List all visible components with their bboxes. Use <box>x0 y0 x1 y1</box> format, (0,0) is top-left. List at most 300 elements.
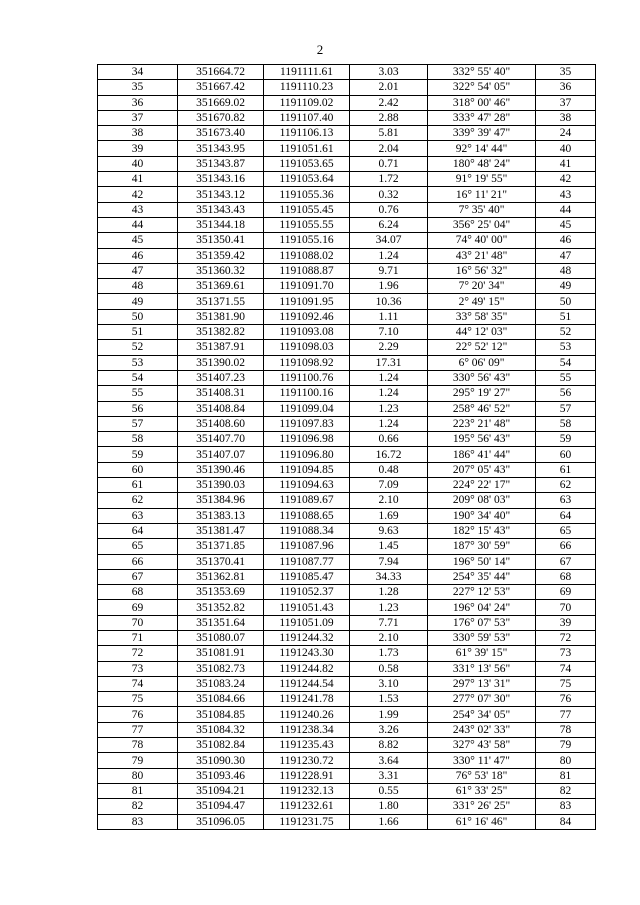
table-row <box>98 110 596 125</box>
distance-cell: 1.24 <box>350 416 428 431</box>
table-row <box>98 263 596 278</box>
page-number: 2 <box>316 42 324 57</box>
table-row <box>98 768 596 783</box>
distance-cell: 34.07 <box>350 233 428 248</box>
point-number-cell: 81 <box>98 783 178 798</box>
distance-cell: 7.94 <box>350 554 428 569</box>
bearing-cell: 16° 56' 32" <box>428 263 536 278</box>
bearing-cell: 2° 49' 15" <box>428 294 536 309</box>
table-row <box>98 65 596 80</box>
y-coordinate-cell: 1191111.61 <box>264 65 350 80</box>
table-row <box>98 202 596 217</box>
table-row <box>98 187 596 202</box>
bearing-cell: 61° 39' 15" <box>428 646 536 661</box>
distance-cell: 2.10 <box>350 630 428 645</box>
next-point-cell: 75 <box>536 676 596 691</box>
distance-cell: 1.23 <box>350 600 428 615</box>
y-coordinate-cell: 1191088.34 <box>264 523 350 538</box>
x-coordinate-cell: 351407.23 <box>178 370 264 385</box>
distance-cell: 1.72 <box>350 172 428 187</box>
y-coordinate-cell: 1191093.08 <box>264 325 350 340</box>
table-row <box>98 217 596 232</box>
next-point-cell: 83 <box>536 799 596 814</box>
y-coordinate-cell: 1191100.16 <box>264 386 350 401</box>
point-number-cell: 73 <box>98 661 178 676</box>
point-number-cell: 58 <box>98 432 178 447</box>
y-coordinate-cell: 1191051.09 <box>264 615 350 630</box>
table-row <box>98 478 596 493</box>
bearing-cell: 243° 02' 33" <box>428 722 536 737</box>
next-point-cell: 74 <box>536 661 596 676</box>
distance-cell: 0.76 <box>350 202 428 217</box>
distance-cell: 1.45 <box>350 539 428 554</box>
distance-cell: 0.32 <box>350 187 428 202</box>
next-point-cell: 56 <box>536 386 596 401</box>
x-coordinate-cell: 351390.03 <box>178 478 264 493</box>
distance-cell: 3.10 <box>350 676 428 691</box>
y-coordinate-cell: 1191097.83 <box>264 416 350 431</box>
y-coordinate-cell: 1191055.55 <box>264 217 350 232</box>
x-coordinate-cell: 351351.64 <box>178 615 264 630</box>
table-row <box>98 707 596 722</box>
y-coordinate-cell: 1191098.03 <box>264 340 350 355</box>
distance-cell: 1.23 <box>350 401 428 416</box>
x-coordinate-cell: 351664.72 <box>178 65 264 80</box>
point-number-cell: 39 <box>98 141 178 156</box>
distance-cell: 6.24 <box>350 217 428 232</box>
bearing-cell: 330° 59' 53" <box>428 630 536 645</box>
y-coordinate-cell: 1191230.72 <box>264 753 350 768</box>
y-coordinate-cell: 1191100.76 <box>264 370 350 385</box>
distance-cell: 0.66 <box>350 432 428 447</box>
distance-cell: 10.36 <box>350 294 428 309</box>
next-point-cell: 52 <box>536 325 596 340</box>
y-coordinate-cell: 1191110.23 <box>264 80 350 95</box>
bearing-cell: 91° 19' 55" <box>428 172 536 187</box>
bearing-cell: 61° 16' 46" <box>428 814 536 829</box>
distance-cell: 9.71 <box>350 263 428 278</box>
x-coordinate-cell: 351352.82 <box>178 600 264 615</box>
point-number-cell: 50 <box>98 309 178 324</box>
table-row <box>98 493 596 508</box>
next-point-cell: 36 <box>536 80 596 95</box>
next-point-cell: 48 <box>536 263 596 278</box>
y-coordinate-cell: 1191092.46 <box>264 309 350 324</box>
y-coordinate-cell: 1191051.61 <box>264 141 350 156</box>
bearing-cell: 176° 07' 53" <box>428 615 536 630</box>
table-row <box>98 95 596 110</box>
bearing-cell: 322° 54' 05" <box>428 80 536 95</box>
y-coordinate-cell: 1191091.70 <box>264 279 350 294</box>
bearing-cell: 339° 39' 47" <box>428 126 536 141</box>
x-coordinate-cell: 351094.21 <box>178 783 264 798</box>
bearing-cell: 330° 11' 47" <box>428 753 536 768</box>
x-coordinate-cell: 351384.96 <box>178 493 264 508</box>
next-point-cell: 44 <box>536 202 596 217</box>
coordinates-table-body <box>98 65 596 830</box>
distance-cell: 8.82 <box>350 738 428 753</box>
y-coordinate-cell: 1191094.63 <box>264 478 350 493</box>
x-coordinate-cell: 351350.41 <box>178 233 264 248</box>
y-coordinate-cell: 1191231.75 <box>264 814 350 829</box>
x-coordinate-cell: 351096.05 <box>178 814 264 829</box>
bearing-cell: 327° 43' 58" <box>428 738 536 753</box>
distance-cell: 9.63 <box>350 523 428 538</box>
x-coordinate-cell: 351359.42 <box>178 248 264 263</box>
point-number-cell: 35 <box>98 80 178 95</box>
table-row <box>98 539 596 554</box>
bearing-cell: 92° 14' 44" <box>428 141 536 156</box>
distance-cell: 7.71 <box>350 615 428 630</box>
y-coordinate-cell: 1191107.40 <box>264 110 350 125</box>
point-number-cell: 66 <box>98 554 178 569</box>
y-coordinate-cell: 1191098.92 <box>264 355 350 370</box>
bearing-cell: 209° 08' 03" <box>428 493 536 508</box>
next-point-cell: 64 <box>536 508 596 523</box>
x-coordinate-cell: 351381.90 <box>178 309 264 324</box>
next-point-cell: 60 <box>536 447 596 462</box>
y-coordinate-cell: 1191088.65 <box>264 508 350 523</box>
y-coordinate-cell: 1191096.98 <box>264 432 350 447</box>
y-coordinate-cell: 1191087.77 <box>264 554 350 569</box>
y-coordinate-cell: 1191094.85 <box>264 462 350 477</box>
distance-cell: 1.24 <box>350 370 428 385</box>
next-point-cell: 42 <box>536 172 596 187</box>
x-coordinate-cell: 351670.82 <box>178 110 264 125</box>
bearing-cell: 180° 48' 24" <box>428 156 536 171</box>
next-point-cell: 51 <box>536 309 596 324</box>
bearing-cell: 6° 06' 09" <box>428 355 536 370</box>
distance-cell: 2.29 <box>350 340 428 355</box>
coordinates-table <box>97 64 596 830</box>
y-coordinate-cell: 1191088.87 <box>264 263 350 278</box>
next-point-cell: 70 <box>536 600 596 615</box>
distance-cell: 1.24 <box>350 386 428 401</box>
next-point-cell: 84 <box>536 814 596 829</box>
x-coordinate-cell: 351382.82 <box>178 325 264 340</box>
point-number-cell: 44 <box>98 217 178 232</box>
x-coordinate-cell: 351093.46 <box>178 768 264 783</box>
distance-cell: 0.71 <box>350 156 428 171</box>
point-number-cell: 51 <box>98 325 178 340</box>
point-number-cell: 42 <box>98 187 178 202</box>
point-number-cell: 78 <box>98 738 178 753</box>
x-coordinate-cell: 351362.81 <box>178 569 264 584</box>
next-point-cell: 38 <box>536 110 596 125</box>
distance-cell: 1.96 <box>350 279 428 294</box>
next-point-cell: 24 <box>536 126 596 141</box>
y-coordinate-cell: 1191053.64 <box>264 172 350 187</box>
y-coordinate-cell: 1191085.47 <box>264 569 350 584</box>
bearing-cell: 332° 55' 40" <box>428 65 536 80</box>
y-coordinate-cell: 1191240.26 <box>264 707 350 722</box>
table-row <box>98 661 596 676</box>
bearing-cell: 76° 53' 18" <box>428 768 536 783</box>
bearing-cell: 331° 13' 56" <box>428 661 536 676</box>
distance-cell: 34.33 <box>350 569 428 584</box>
distance-cell: 2.42 <box>350 95 428 110</box>
table-row <box>98 600 596 615</box>
distance-cell: 3.31 <box>350 768 428 783</box>
distance-cell: 7.09 <box>350 478 428 493</box>
distance-cell: 3.64 <box>350 753 428 768</box>
table-row <box>98 676 596 691</box>
x-coordinate-cell: 351343.12 <box>178 187 264 202</box>
y-coordinate-cell: 1191232.61 <box>264 799 350 814</box>
next-point-cell: 62 <box>536 478 596 493</box>
point-number-cell: 71 <box>98 630 178 645</box>
next-point-cell: 55 <box>536 370 596 385</box>
next-point-cell: 81 <box>536 768 596 783</box>
bearing-cell: 277° 07' 30" <box>428 692 536 707</box>
x-coordinate-cell: 351390.02 <box>178 355 264 370</box>
point-number-cell: 79 <box>98 753 178 768</box>
x-coordinate-cell: 351407.07 <box>178 447 264 462</box>
point-number-cell: 68 <box>98 585 178 600</box>
point-number-cell: 80 <box>98 768 178 783</box>
x-coordinate-cell: 351343.16 <box>178 172 264 187</box>
bearing-cell: 44° 12' 03" <box>428 325 536 340</box>
point-number-cell: 38 <box>98 126 178 141</box>
point-number-cell: 47 <box>98 263 178 278</box>
table-row <box>98 630 596 645</box>
point-number-cell: 59 <box>98 447 178 462</box>
next-point-cell: 49 <box>536 279 596 294</box>
point-number-cell: 57 <box>98 416 178 431</box>
bearing-cell: 224° 22' 17" <box>428 478 536 493</box>
next-point-cell: 76 <box>536 692 596 707</box>
distance-cell: 1.28 <box>350 585 428 600</box>
x-coordinate-cell: 351084.32 <box>178 722 264 737</box>
point-number-cell: 82 <box>98 799 178 814</box>
point-number-cell: 41 <box>98 172 178 187</box>
point-number-cell: 36 <box>98 95 178 110</box>
table-row <box>98 172 596 187</box>
bearing-cell: 43° 21' 48" <box>428 248 536 263</box>
next-point-cell: 50 <box>536 294 596 309</box>
x-coordinate-cell: 351408.60 <box>178 416 264 431</box>
distance-cell: 1.53 <box>350 692 428 707</box>
next-point-cell: 53 <box>536 340 596 355</box>
y-coordinate-cell: 1191053.65 <box>264 156 350 171</box>
next-point-cell: 46 <box>536 233 596 248</box>
point-number-cell: 37 <box>98 110 178 125</box>
next-point-cell: 37 <box>536 95 596 110</box>
y-coordinate-cell: 1191055.36 <box>264 187 350 202</box>
next-point-cell: 69 <box>536 585 596 600</box>
y-coordinate-cell: 1191091.95 <box>264 294 350 309</box>
table-row <box>98 294 596 309</box>
x-coordinate-cell: 351344.18 <box>178 217 264 232</box>
bearing-cell: 356° 25' 04" <box>428 217 536 232</box>
x-coordinate-cell: 351390.46 <box>178 462 264 477</box>
y-coordinate-cell: 1191089.67 <box>264 493 350 508</box>
point-number-cell: 40 <box>98 156 178 171</box>
point-number-cell: 60 <box>98 462 178 477</box>
x-coordinate-cell: 351094.47 <box>178 799 264 814</box>
next-point-cell: 45 <box>536 217 596 232</box>
distance-cell: 1.11 <box>350 309 428 324</box>
table-row <box>98 738 596 753</box>
x-coordinate-cell: 351369.61 <box>178 279 264 294</box>
distance-cell: 0.48 <box>350 462 428 477</box>
next-point-cell: 79 <box>536 738 596 753</box>
bearing-cell: 258° 46' 52" <box>428 401 536 416</box>
bearing-cell: 33° 58' 35" <box>428 309 536 324</box>
y-coordinate-cell: 1191238.34 <box>264 722 350 737</box>
next-point-cell: 78 <box>536 722 596 737</box>
x-coordinate-cell: 351343.87 <box>178 156 264 171</box>
distance-cell: 3.26 <box>350 722 428 737</box>
point-number-cell: 69 <box>98 600 178 615</box>
bearing-cell: 227° 12' 53" <box>428 585 536 600</box>
bearing-cell: 318° 00' 46" <box>428 95 536 110</box>
y-coordinate-cell: 1191055.16 <box>264 233 350 248</box>
table-row <box>98 753 596 768</box>
distance-cell: 3.03 <box>350 65 428 80</box>
table-row <box>98 432 596 447</box>
x-coordinate-cell: 351667.42 <box>178 80 264 95</box>
table-row <box>98 416 596 431</box>
x-coordinate-cell: 351408.31 <box>178 386 264 401</box>
table-row <box>98 233 596 248</box>
y-coordinate-cell: 1191228.91 <box>264 768 350 783</box>
bearing-cell: 297° 13' 31" <box>428 676 536 691</box>
point-number-cell: 54 <box>98 370 178 385</box>
y-coordinate-cell: 1191055.45 <box>264 202 350 217</box>
next-point-cell: 61 <box>536 462 596 477</box>
x-coordinate-cell: 351360.32 <box>178 263 264 278</box>
distance-cell: 7.10 <box>350 325 428 340</box>
point-number-cell: 74 <box>98 676 178 691</box>
point-number-cell: 77 <box>98 722 178 737</box>
bearing-cell: 207° 05' 43" <box>428 462 536 477</box>
table-row <box>98 325 596 340</box>
y-coordinate-cell: 1191232.13 <box>264 783 350 798</box>
table-row <box>98 554 596 569</box>
x-coordinate-cell: 351082.73 <box>178 661 264 676</box>
point-number-cell: 63 <box>98 508 178 523</box>
y-coordinate-cell: 1191051.43 <box>264 600 350 615</box>
table-row <box>98 615 596 630</box>
y-coordinate-cell: 1191109.02 <box>264 95 350 110</box>
next-point-cell: 59 <box>536 432 596 447</box>
point-number-cell: 75 <box>98 692 178 707</box>
next-point-cell: 58 <box>536 416 596 431</box>
next-point-cell: 82 <box>536 783 596 798</box>
next-point-cell: 63 <box>536 493 596 508</box>
x-coordinate-cell: 351084.66 <box>178 692 264 707</box>
point-number-cell: 46 <box>98 248 178 263</box>
table-row <box>98 799 596 814</box>
next-point-cell: 67 <box>536 554 596 569</box>
next-point-cell: 40 <box>536 141 596 156</box>
x-coordinate-cell: 351353.69 <box>178 585 264 600</box>
table-row <box>98 783 596 798</box>
point-number-cell: 76 <box>98 707 178 722</box>
table-row <box>98 814 596 829</box>
bearing-cell: 330° 56' 43" <box>428 370 536 385</box>
x-coordinate-cell: 351387.91 <box>178 340 264 355</box>
table-row <box>98 355 596 370</box>
point-number-cell: 72 <box>98 646 178 661</box>
y-coordinate-cell: 1191088.02 <box>264 248 350 263</box>
distance-cell: 1.99 <box>350 707 428 722</box>
bearing-cell: 7° 20' 34" <box>428 279 536 294</box>
point-number-cell: 45 <box>98 233 178 248</box>
table-row <box>98 646 596 661</box>
next-point-cell: 39 <box>536 615 596 630</box>
bearing-cell: 195° 56' 43" <box>428 432 536 447</box>
x-coordinate-cell: 351669.02 <box>178 95 264 110</box>
y-coordinate-cell: 1191244.54 <box>264 676 350 691</box>
table-row <box>98 447 596 462</box>
next-point-cell: 80 <box>536 753 596 768</box>
distance-cell: 1.73 <box>350 646 428 661</box>
point-number-cell: 67 <box>98 569 178 584</box>
next-point-cell: 43 <box>536 187 596 202</box>
table-row <box>98 248 596 263</box>
table-row <box>98 279 596 294</box>
next-point-cell: 77 <box>536 707 596 722</box>
bearing-cell: 7° 35' 40" <box>428 202 536 217</box>
table-row <box>98 126 596 141</box>
table-row <box>98 386 596 401</box>
bearing-cell: 196° 04' 24" <box>428 600 536 615</box>
point-number-cell: 64 <box>98 523 178 538</box>
bearing-cell: 196° 50' 14" <box>428 554 536 569</box>
next-point-cell: 57 <box>536 401 596 416</box>
bearing-cell: 187° 30' 59" <box>428 539 536 554</box>
distance-cell: 0.55 <box>350 783 428 798</box>
x-coordinate-cell: 351081.91 <box>178 646 264 661</box>
table-row <box>98 508 596 523</box>
bearing-cell: 22° 52' 12" <box>428 340 536 355</box>
point-number-cell: 65 <box>98 539 178 554</box>
x-coordinate-cell: 351343.95 <box>178 141 264 156</box>
next-point-cell: 35 <box>536 65 596 80</box>
next-point-cell: 66 <box>536 539 596 554</box>
distance-cell: 5.81 <box>350 126 428 141</box>
x-coordinate-cell: 351084.85 <box>178 707 264 722</box>
y-coordinate-cell: 1191052.37 <box>264 585 350 600</box>
x-coordinate-cell: 351083.24 <box>178 676 264 691</box>
y-coordinate-cell: 1191106.13 <box>264 126 350 141</box>
distance-cell: 2.04 <box>350 141 428 156</box>
bearing-cell: 254° 35' 44" <box>428 569 536 584</box>
point-number-cell: 53 <box>98 355 178 370</box>
bearing-cell: 16° 11' 21" <box>428 187 536 202</box>
table-row <box>98 370 596 385</box>
next-point-cell: 73 <box>536 646 596 661</box>
distance-cell: 1.24 <box>350 248 428 263</box>
point-number-cell: 43 <box>98 202 178 217</box>
table-row <box>98 585 596 600</box>
x-coordinate-cell: 351090.30 <box>178 753 264 768</box>
point-number-cell: 61 <box>98 478 178 493</box>
bearing-cell: 186° 41' 44" <box>428 447 536 462</box>
point-number-cell: 56 <box>98 401 178 416</box>
next-point-cell: 65 <box>536 523 596 538</box>
x-coordinate-cell: 351343.43 <box>178 202 264 217</box>
next-point-cell: 72 <box>536 630 596 645</box>
x-coordinate-cell: 351381.47 <box>178 523 264 538</box>
distance-cell: 17.31 <box>350 355 428 370</box>
next-point-cell: 68 <box>536 569 596 584</box>
table-row <box>98 156 596 171</box>
x-coordinate-cell: 351082.84 <box>178 738 264 753</box>
next-point-cell: 54 <box>536 355 596 370</box>
